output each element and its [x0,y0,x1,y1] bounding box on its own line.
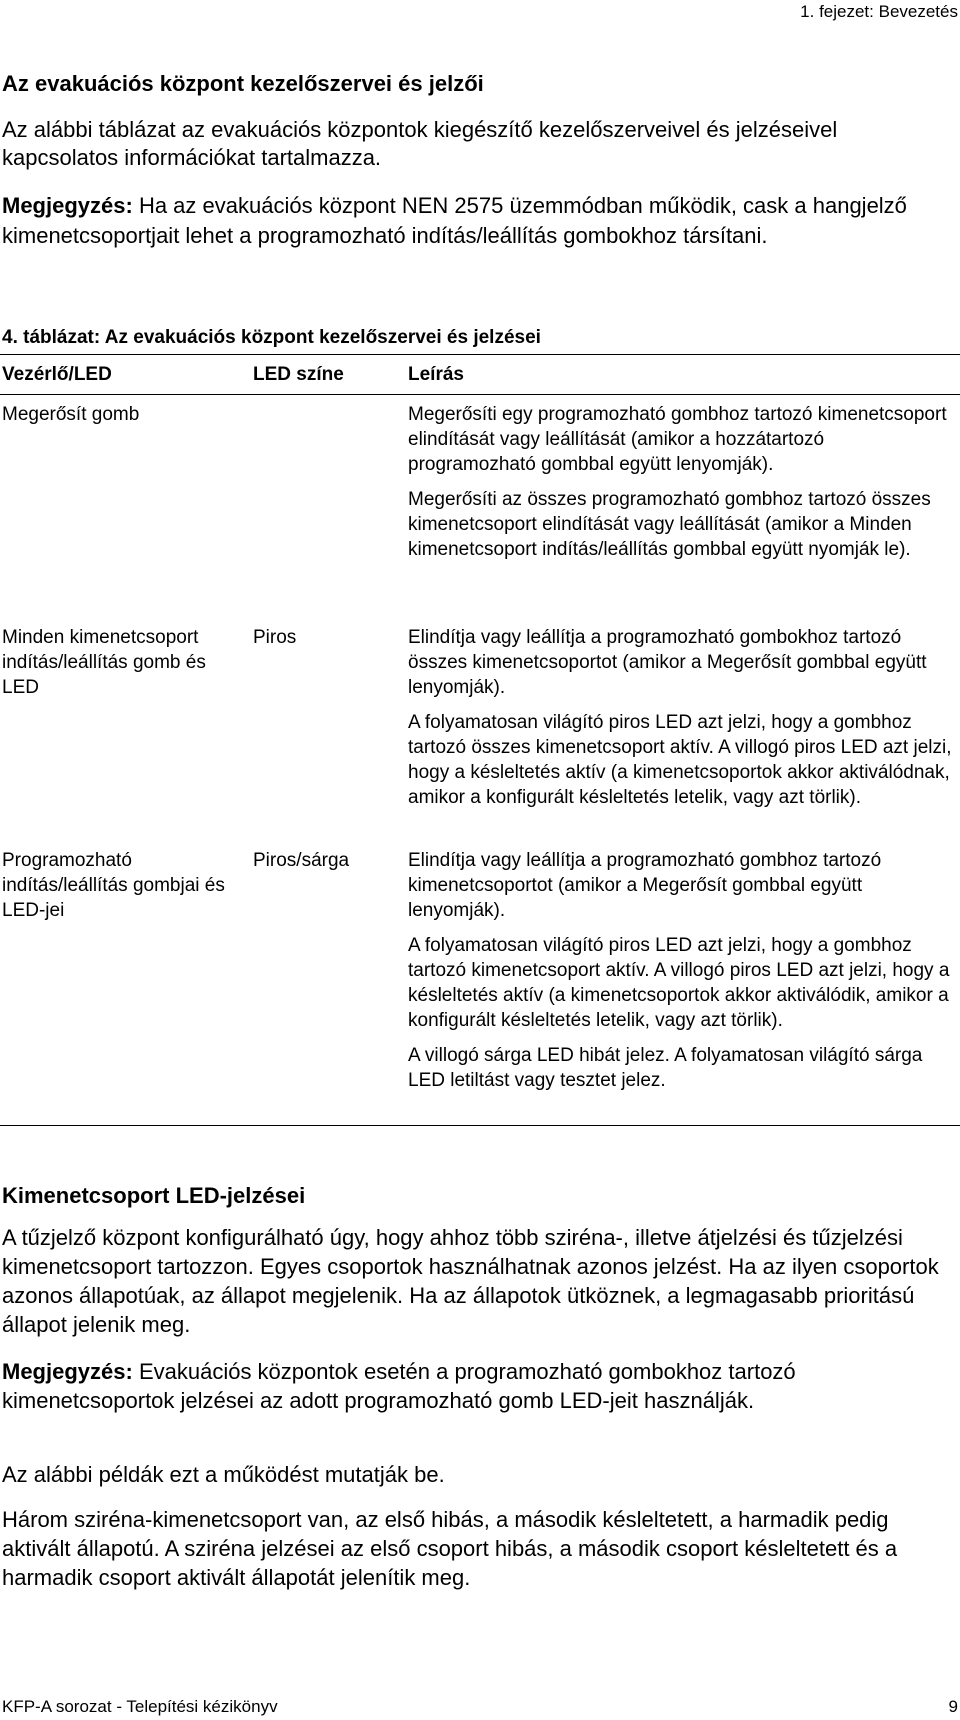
table-row-1-control: Megerősít gomb [2,404,140,425]
description-paragraph: Megerősíti egy programozható gombhoz tartozó kimenetcsoport elindítását vagy leállítását (amikor a hozzátartozó programozható gombbal együtt lenyomják). [408,404,947,475]
body-paragraph: Három sziréna-kimenetcsoport van, az első hibás, a második késleltetett, a harmadik pedig aktivált állapotú. A sziréna jelzései az első csoport hibás, a második csoport késleltetett és a harmadik csoport aktivált állapotát jelenítik meg. [2,1507,898,1590]
section-heading-controls: Az evakuációs központ kezelőszervei és jelzői [2,71,484,96]
table-header-rule [0,394,960,395]
section-heading-led-indications: Kimenetcsoport LED-jelzései [2,1183,306,1208]
table-row-3-led-color: Piros/sárga [253,850,350,871]
table-top-rule [0,354,960,355]
note-text: Ha az evakuációs központ NEN 2575 üzemmódban működik, cask a hangjelző kimenetcsoportjait lehet a programozható indítás/leállítás gombokhoz társítani. [2,193,907,248]
table-row-2-led-color: Piros [253,627,297,648]
note-text: Evakuációs központok esetén a programozható gombokhoz tartozó kimenetcsoportok jelzései az adott programozható gomb LED-jeit használják. [2,1359,796,1413]
description-paragraph: Elindítja vagy leállítja a programozható gombhoz tartozó kimenetcsoportot (amikor a Megerősít gombbal együtt lenyomják). [408,850,882,921]
table-row-3-control: Programozható indítás/leállítás gombjai és LED-jei [2,850,225,921]
body-paragraph: A tűzjelző központ konfigurálható úgy, hogy ahhoz több sziréna-, illetve átjelzési és tűzjelzési kimenetcsoport tartozzon. Egyes csoportok használhatnak azonos jelzést. Ha az ilyen csoportok azonos állapotúak, az állapot megjelenik. Ha az állapotok ütköznek, a legmagasabb prioritású állapot jelenik meg. [2,1225,939,1337]
table-caption: 4. táblázat: Az evakuációs központ kezelőszervei és jelzései [2,327,541,348]
note-label: Megjegyzés: [2,1359,133,1384]
table-row-2-description [408,625,953,820]
description-paragraph: A folyamatosan világító piros LED azt jelzi, hogy a gombhoz tartozó összes kimenetcsoport aktív. A villogó piros LED azt jelzi, hogy a késleltetés aktív (a kimenetcsoportok akkor aktiválódnak, amikor a konfigurált késleltetés letelik, vagy azt törlik). [408,712,952,808]
body-paragraph: Az alábbi példák ezt a működést mutatják be. [2,1462,445,1487]
table-bottom-rule [0,1125,960,1126]
column-header-control: Vezérlő/LED [2,364,112,385]
note-paragraph [2,1357,947,1415]
table-row-2-control: Minden kimenetcsoport indítás/leállítás gomb és LED [2,627,206,698]
page-number: 9 [948,1697,958,1716]
column-header-led-color: LED színe [253,364,344,385]
description-paragraph: A folyamatosan világító piros LED azt jelzi, hogy a gombhoz tartozó kimenetcsoport aktív. A villogó piros LED azt jelzi, hogy a késleltetés aktív (a kimenetcsoportok akkor aktiválódik, amikor a konfigurált késleltetés letelik, vagy azt törlik). [408,935,950,1031]
table-row-3-description [408,848,953,1103]
note-label: Megjegyzés: [2,193,133,218]
note-paragraph [2,191,942,251]
chapter-header: 1. fejezet: Bevezetés [800,2,958,21]
description-paragraph: A villogó sárga LED hibát jelez. A folyamatosan világító sárga LED letiltást vagy tesztet jelez. [408,1045,923,1091]
footer-document-title: KFP-A sorozat - Telepítési kézikönyv [2,1697,278,1716]
description-paragraph: Elindítja vagy leállítja a programozható gombokhoz tartozó összes kimenetcsoportot (amikor a Megerősít gombbal együtt lenyomják). [408,627,927,698]
column-header-description: Leírás [408,364,464,385]
intro-paragraph: Az alábbi táblázat az evakuációs központok kiegészítő kezelőszerveivel és jelzéseivel kapcsolatos információkat tartalmazza. [2,117,838,170]
table-row-1-description [408,402,953,572]
description-paragraph: Megerősíti az összes programozható gombhoz tartozó összes kimenetcsoport elindítását vagy leállítását (amikor a Minden kimenetcsoport indítás/leállítás gombbal együtt nyomják le). [408,489,931,560]
